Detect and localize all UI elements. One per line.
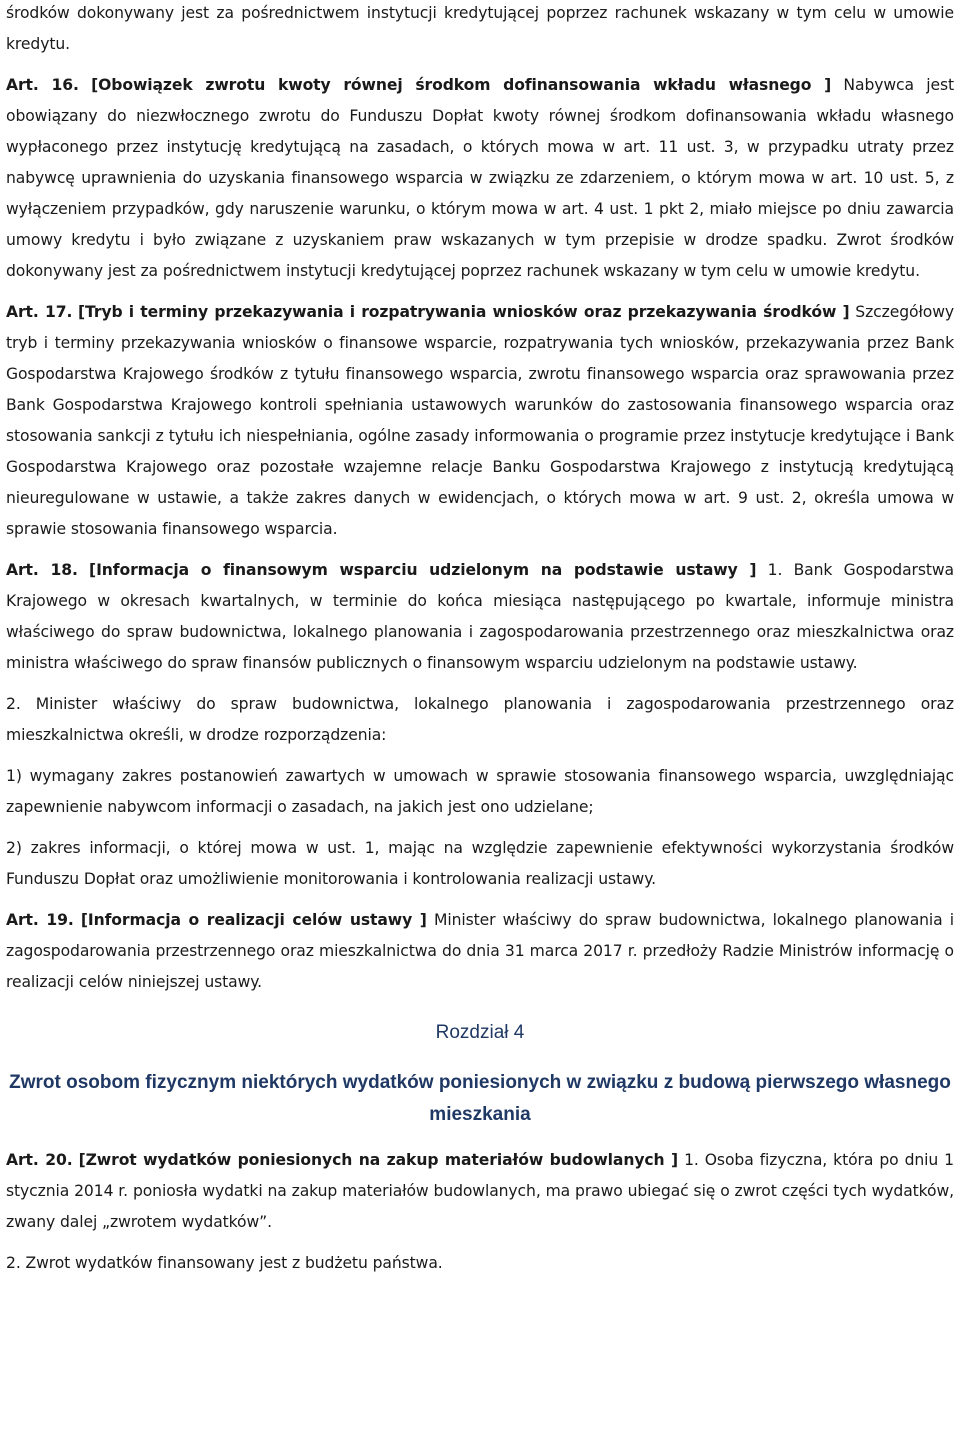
article-17 xyxy=(6,297,954,545)
article-16-text: Nabywca jest obowiązany do niezwłocznego zwrotu do Funduszu Dopłat kwoty równej środkom dofinansowania wkładu własnego wypłaconego przez instytucję kredytującą na zasadach, o których mowa w art. 11 ust. 3, w przypadku utraty przez nabywcę uprawnienia do uzyskania finansowego wsparcia w związku ze zdarzeniem, o którym mowa w art. 10 ust. 5, z wyłączeniem przypadków, gdy naruszenie warunku, o którym mowa w art. 4 ust. 1 pkt 2, miało miejsce po dniu zawarcia umowy kredytu i było związane z uzyskaniem praw wskazanych w tym przepisie w drodze spadku. Zwrot środków dokonywany jest za pośrednictwem instytucji kredytującej poprzez rachunek wskazany w tym celu w umowie kredytu. xyxy=(6,76,954,280)
chapter-number: Rozdział 4 xyxy=(435,1022,525,1043)
article-18-paragraph-2-text: 2. Minister właściwy do spraw budownictwa, lokalnego planowania i zagospodarowania przestrzennego oraz mieszkalnictwa określi, w drodze rozporządzenia: xyxy=(6,695,954,744)
article-17-text: Szczegółowy tryb i terminy przekazywania wniosków o finansowe wsparcie, rozpatrywania tych wniosków, przekazywania przez Bank Gospodarstwa Krajowego środków z tytułu finansowego wsparcia, zwrotu finansowego wsparcia oraz sprawowania przez Bank Gospodarstwa Krajowego kontroli spełniania ustawowych warunków do zastosowania finansowego wsparcia oraz stosowania sankcji z tytułu ich niespełniania, ogólne zasady informowania o programie przez instytucje kredytujące i Bank Gospodarstwa Krajowego oraz pozostałe wzajemne relacje Banku Gospodarstwa Krajowego z instytucją kredytującą nieuregulowane w ustawie, a także zakres danych w ewidencjach, o których mowa w art. 9 ust. 2, określa umowa w sprawie stosowania finansowego wsparcia. xyxy=(6,303,954,538)
chapter-title: Zwrot osobom fizycznym niektórych wydatków poniesionych w związku z budową pierwszego własnego mieszkania xyxy=(9,1072,951,1125)
article-18-number: Art. 18. xyxy=(6,561,78,579)
article-18-item-1 xyxy=(6,761,954,823)
article-18-paragraph-1: 1. Bank Gospodarstwa Krajowego w okresach kwartalnych, w terminie do końca miesiąca następującego po kwartale, informuje ministra właściwego do spraw budownictwa, lokalnego planowania i zagospodarowania przestrzennego oraz mieszkalnictwa oraz ministra właściwego do spraw finansów publicznych o finansowym wsparciu udzielonym na podstawie ustawy. xyxy=(6,561,955,672)
article-18-item-2 xyxy=(6,833,954,895)
article-16 xyxy=(6,70,954,287)
article-17-title: [Tryb i terminy przekazywania i rozpatrywania wniosków oraz przekazywania środków ] xyxy=(78,303,850,321)
article-18-item-1-text: 1) wymagany zakres postanowień zawartych w umowach w sprawie stosowania finansowego wsparcia, uwzględniając zapewnienie nabywcom informacji o zasadach, na jakich jest ono udzielane; xyxy=(6,767,954,816)
article-18-title: [Informacja o finansowym wsparciu udzielonym na podstawie ustawy ] xyxy=(89,561,757,579)
article-17-number: Art. 17. xyxy=(6,303,73,321)
article-20-title: [Zwrot wydatków poniesionych na zakup materiałów budowlanych ] xyxy=(78,1151,679,1169)
article-16-title: [Obowiązek zwrotu kwoty równej środkom dofinansowania wkładu własnego ] xyxy=(91,76,832,94)
article-18-item-2-text: 2) zakres informacji, o której mowa w ust. 1, mając na względzie zapewnienie efektywności wykorzystania środków Funduszu Dopłat oraz umożliwienie monitorowania i kontrolowania realizacji ustawy. xyxy=(6,839,954,888)
paragraph-intro-text: środków dokonywany jest za pośrednictwem instytucji kredytującej poprzez rachunek wskazany w tym celu w umowie kredytu. xyxy=(6,4,954,53)
article-20-paragraph-2 xyxy=(6,1248,954,1279)
article-20-number: Art. 20. xyxy=(6,1151,73,1169)
article-16-number: Art. 16. xyxy=(6,76,79,94)
article-19-number: Art. 19. xyxy=(6,911,74,929)
article-18 xyxy=(6,555,954,679)
article-20-paragraph-2-text: 2. Zwrot wydatków finansowany jest z budżetu państwa. xyxy=(6,1254,443,1272)
article-19-title: [Informacja o realizacji celów ustawy ] xyxy=(80,911,427,929)
article-20 xyxy=(6,1145,954,1238)
article-19 xyxy=(6,905,954,998)
article-20-paragraph-1: 1. Osoba fizyczna, która po dniu 1 stycznia 2014 r. poniosła wydatki na zakup materiałów budowlanych, ma prawo ubiegać się o zwrot części tych wydatków, zwany dalej „zwrotem wydatków”. xyxy=(6,1151,954,1231)
article-18-paragraph-2 xyxy=(6,689,954,751)
article-19-text: Minister właściwy do spraw budownictwa, lokalnego planowania i zagospodarowania przestrzennego oraz mieszkalnictwa do dnia 31 marca 2017 r. przedłoży Radzie Ministrów informację o realizacji celów niniejszej ustawy. xyxy=(6,911,955,991)
paragraph-intro xyxy=(6,0,954,60)
